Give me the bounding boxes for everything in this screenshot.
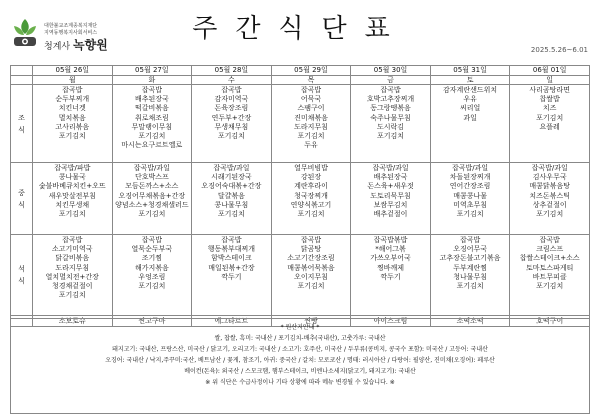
menu-item: 포기김치 bbox=[217, 131, 245, 140]
meal-row bbox=[11, 163, 590, 235]
menu-item: 강된장 bbox=[300, 173, 322, 182]
menu-item bbox=[432, 123, 509, 132]
menu-item: 포기김치 bbox=[456, 209, 484, 218]
menu-item: 시래기된장국 bbox=[211, 173, 252, 182]
weekday-header: 월 bbox=[33, 76, 113, 85]
menu-item: 찡바깨제 bbox=[377, 263, 405, 272]
logo-name-main: 녹향원 bbox=[72, 38, 108, 52]
menu-item: 호박고추장찌개 bbox=[366, 95, 415, 104]
menu-period: 2025.5.26~6.01 bbox=[530, 46, 588, 54]
menu-item: 치킨너겟 bbox=[58, 104, 86, 113]
menu-item: 고추장돈불고기볶음 bbox=[439, 254, 501, 263]
menu-item: 도토리묵무침 bbox=[370, 191, 411, 200]
menu-item: 치즈 bbox=[542, 104, 557, 113]
menu-item: 두부계란찜 bbox=[453, 263, 487, 272]
menu-item: 감자미역국 bbox=[214, 95, 249, 104]
snack-cell: 아이스크림 bbox=[351, 316, 431, 327]
date-header: 05월 27일 bbox=[112, 66, 192, 76]
menu-item: 포기김치 bbox=[217, 209, 245, 218]
snack-cell: 소보로슈 bbox=[33, 316, 113, 327]
menu-item: 과일 bbox=[463, 113, 477, 122]
menu-item: 동그랑땡볶음 bbox=[370, 104, 411, 113]
menu-item: 순두부찌개 bbox=[55, 95, 90, 104]
menu-item: 잡곡밥 bbox=[62, 236, 83, 244]
date-header: 05월 28일 bbox=[192, 66, 272, 76]
logo-org-line2: 지역동행복지사회서비스 bbox=[44, 30, 98, 36]
menu-item: 잡곡밥 bbox=[300, 86, 322, 94]
weekday-header: 수 bbox=[192, 76, 272, 85]
menu-item: 소고기간장조림 bbox=[287, 254, 335, 263]
menu-item: 마시는요구르트옐로 bbox=[121, 141, 183, 150]
menu-item: 오이지무침 bbox=[294, 272, 328, 281]
notes-heading: * 원산지안내 * bbox=[280, 324, 320, 331]
menu-item: 미역초무침 bbox=[453, 200, 487, 209]
menu-item: 해가지볶음 bbox=[134, 263, 169, 272]
notes-line: 쌀, 찹쌀, 흑미: 국내산 / 포기김치-배추(국내산), 고춧가루: 국내산 bbox=[214, 335, 386, 342]
origin-notes bbox=[10, 318, 590, 414]
meal-cell bbox=[271, 85, 351, 163]
snack-cell: 에그타르트 bbox=[192, 316, 272, 327]
menu-item: 콩나물무침 bbox=[214, 200, 249, 209]
notes-line: 돼지고기: 국내산, 프랑스산, 미국산 / 닭고기, 오리고기: 국내산 / 소고기: 호주산, 미국산 / 두부류(콩비지, 콩국수 포함): 미국산 / 고등어: 국내산 bbox=[112, 346, 488, 353]
notes-line: 베이컨(돈육): 외국산 / 스모크햄, 햄부스테이크, 비엔나소세지(닭고기, 돼지고기): 국내산 bbox=[184, 368, 416, 375]
menu-item: 잡곡밥 bbox=[141, 236, 162, 244]
menu-item: 어묵국 bbox=[300, 95, 322, 104]
meal-cell bbox=[271, 163, 351, 235]
menu-item: 포기김치 bbox=[138, 209, 166, 218]
menu-item: 매콤콩나물 bbox=[453, 191, 487, 200]
menu-item: 고사리볶음 bbox=[55, 122, 90, 131]
menu-item: *해어그볶 bbox=[375, 245, 406, 254]
menu-item: 새우맛살전부침 bbox=[48, 191, 96, 200]
menu-item: 보쌈무김치 bbox=[373, 200, 408, 209]
menu-item: 우유 bbox=[463, 95, 477, 104]
menu-item: 잡곡밥 bbox=[221, 86, 242, 94]
meal-cell bbox=[510, 163, 590, 235]
menu-item bbox=[511, 132, 588, 141]
menu-item: 소고기미역국 bbox=[51, 245, 93, 254]
menu-item: 포기김치 bbox=[58, 131, 86, 140]
meal-label: 석 식 bbox=[11, 235, 33, 316]
date-header: 05월 29일 bbox=[271, 66, 351, 76]
menu-item: 치킨무생채 bbox=[55, 200, 90, 209]
menu-item: 잡곡밥 bbox=[380, 86, 401, 94]
menu-item: 포기김치 bbox=[536, 281, 564, 290]
weekday-header: 토 bbox=[430, 76, 510, 85]
meal-cell bbox=[430, 85, 510, 163]
menu-item: 잡곡밥 bbox=[459, 236, 481, 244]
weekday-header: 목 bbox=[271, 76, 351, 85]
menu-item: 사리곰탕라면 bbox=[529, 86, 570, 94]
menu-item: 포기김치 bbox=[456, 281, 484, 290]
menu-item: 연어간장조림 bbox=[449, 182, 491, 191]
menu-item: 두유 bbox=[304, 141, 318, 150]
meal-cell bbox=[112, 235, 192, 316]
meal-cell bbox=[192, 235, 272, 316]
meal-cell bbox=[351, 163, 431, 235]
menu-item: 취로채조림 bbox=[134, 113, 169, 122]
menu-item: 열무비빔밥 bbox=[294, 164, 328, 172]
menu-item: 찹쌀밥 bbox=[539, 95, 560, 104]
menu-item: 토마토스파게티 bbox=[526, 263, 574, 272]
menu-item: 깍두기 bbox=[221, 272, 242, 281]
menu-item: 크림스프 bbox=[536, 245, 564, 254]
menu-item: 포기김치 bbox=[536, 209, 564, 218]
menu-item: 청국장찌개 bbox=[294, 191, 328, 200]
menu-item: 도라지무침 bbox=[55, 263, 90, 272]
menu-item: 잡곡밥/과일 bbox=[531, 164, 568, 172]
meal-cell bbox=[33, 85, 113, 163]
menu-item: 양념소스+청경채샐러드 bbox=[115, 200, 189, 209]
date-header: 06월 01일 bbox=[510, 66, 590, 76]
menu-item: 연양식볶고기 bbox=[290, 200, 332, 209]
weekday-header: 일 bbox=[510, 76, 590, 85]
menu-item: 잡곡밥 bbox=[539, 236, 560, 244]
menu-item: 포기김치 bbox=[377, 131, 405, 140]
menu-item bbox=[193, 282, 270, 291]
menu-item: 멸치볶음 bbox=[58, 113, 86, 122]
menu-item: 돈스육+새우젓 bbox=[367, 182, 414, 191]
menu-item: 매콤닭볶음탕 bbox=[529, 182, 570, 191]
menu-item: 우엉조림 bbox=[138, 272, 166, 281]
menu-item: 가쓰오부어국 bbox=[370, 254, 411, 263]
menu-item: 스팸구이 bbox=[297, 104, 325, 113]
menu-item: 연두부+간장 bbox=[211, 113, 252, 122]
weekday-header: 금 bbox=[351, 76, 431, 85]
menu-item: 포기김치 bbox=[297, 131, 325, 140]
menu-item: 닭곰탕 bbox=[300, 245, 322, 254]
menu-item: 상추겉절이 bbox=[532, 200, 567, 209]
menu-item: 잡곡밥 bbox=[62, 86, 83, 94]
menu-item: 매콤볶어묵볶음 bbox=[287, 263, 335, 272]
snack-cell: 찐빵 bbox=[271, 316, 351, 327]
menu-item: 무말랭이무침 bbox=[131, 122, 173, 131]
menu-item: 바트무피클 bbox=[532, 272, 567, 281]
date-header: 05월 30일 bbox=[351, 66, 431, 76]
corner-cell bbox=[11, 76, 33, 85]
menu-item: 포기김치 bbox=[58, 291, 86, 300]
menu-item: 오징어숙대볶+간장 bbox=[201, 182, 262, 191]
meal-cell bbox=[271, 235, 351, 316]
menu-item: 함박스테이크 bbox=[211, 254, 252, 263]
menu-item: 포기김치 bbox=[297, 209, 325, 218]
menu-item: 포기김치 bbox=[138, 131, 166, 140]
date-header-row bbox=[11, 66, 590, 76]
meal-row bbox=[11, 235, 590, 316]
menu-item: 포기김치 bbox=[297, 281, 325, 290]
menu-item: 잡곡밥/과일 bbox=[133, 164, 170, 172]
logo-org-line1: 대한불교조계종복지재단 bbox=[44, 23, 98, 29]
menu-item: 배추된장국 bbox=[373, 173, 408, 182]
weekday-header: 화 bbox=[112, 76, 192, 85]
menu-item: 진미채볶음 bbox=[294, 113, 328, 122]
menu-item: 배추겉절이 bbox=[373, 209, 408, 218]
menu-item: 잡곡밥/파밥 bbox=[54, 164, 91, 172]
menu-item: 청나물무침 bbox=[453, 272, 487, 281]
menu-item bbox=[352, 282, 429, 291]
menu-item: 감자계란샌드위치 bbox=[443, 86, 498, 94]
date-header: 05월 26일 bbox=[33, 66, 113, 76]
menu-item: 열묵순두부국 bbox=[131, 245, 173, 254]
menu-item: 숙주나물무침 bbox=[370, 113, 411, 122]
meal-cell bbox=[510, 85, 590, 163]
meal-cell bbox=[33, 163, 113, 235]
corner-cell bbox=[11, 66, 33, 76]
snack-cell: 찐고구마 bbox=[112, 316, 192, 327]
menu-item: 무생채무침 bbox=[214, 122, 249, 131]
page-title: 주간식단표 bbox=[192, 14, 408, 44]
menu-item: 씨리얼 bbox=[459, 104, 481, 113]
logo-name-prefix: 청계사 bbox=[44, 42, 71, 52]
menu-item: 차돌된장찌개 bbox=[449, 173, 491, 182]
notes-line: ※ 위 식단은 수급사정이나 기타 상황에 따라 메뉴 변경될 수 있습니다. ※ bbox=[205, 379, 395, 386]
menu-item: 달걀볶음 bbox=[217, 191, 245, 200]
menu-item: 오징어무채볶음+간장 bbox=[118, 191, 186, 200]
menu-item: 잡곡밥 bbox=[221, 236, 242, 244]
weekly-menu-table bbox=[10, 65, 590, 327]
snack-cell: 호떡구이 bbox=[510, 316, 590, 327]
meal-label: 조 식 bbox=[11, 85, 33, 163]
menu-item: 도시락김 bbox=[377, 122, 405, 131]
menu-item: 돈육장조림 bbox=[214, 104, 249, 113]
menu-item: 포기김치 bbox=[138, 281, 166, 290]
meal-cell bbox=[33, 235, 113, 316]
meal-label: 중 식 bbox=[11, 163, 33, 235]
meal-cell bbox=[510, 235, 590, 316]
menu-item: 포기김치 bbox=[58, 209, 86, 218]
menu-item bbox=[432, 132, 509, 141]
menu-item: 모듬돈까스+소스 bbox=[125, 182, 179, 191]
menu-item: 배추된장국 bbox=[134, 95, 169, 104]
date-header: 05월 31일 bbox=[430, 66, 510, 76]
meal-cell bbox=[430, 235, 510, 316]
menu-item: 잡곡밥/과일 bbox=[213, 164, 250, 172]
menu-item: 잡곡밥/과일 bbox=[372, 164, 409, 172]
weekday-header-row bbox=[11, 76, 590, 85]
menu-item: 도라지무침 bbox=[294, 122, 328, 131]
menu-item: 계란후라이 bbox=[294, 182, 328, 191]
meal-cell bbox=[112, 85, 192, 163]
meal-cell bbox=[351, 85, 431, 163]
menu-item: 치즈돈볶스틱 bbox=[529, 191, 570, 200]
menu-item: 잡곡밥볶밥 bbox=[373, 236, 408, 244]
menu-item: 깍두기 bbox=[380, 272, 401, 281]
menu-item: 잡곡밥 bbox=[300, 236, 322, 244]
menu-item: 김사우무국 bbox=[532, 173, 567, 182]
menu-item: 닭갈비볶음 bbox=[55, 254, 90, 263]
menu-item: 열치멸치전+간장 bbox=[45, 272, 99, 281]
menu-item: 숯불바베큐치킨+오뜨 bbox=[38, 182, 106, 191]
menu-item: 조기찜 bbox=[141, 254, 162, 263]
menu-item: 행동볶부대찌개 bbox=[207, 245, 256, 254]
menu-item: 매일된볶+간장 bbox=[208, 263, 255, 272]
menu-item: 오징어무국 bbox=[453, 245, 487, 254]
snack-cell: 소떡소떡 bbox=[430, 316, 510, 327]
meal-cell bbox=[192, 85, 272, 163]
menu-item: 요플레 bbox=[539, 122, 560, 131]
menu-item: 단호박스프 bbox=[134, 173, 169, 182]
meal-cell bbox=[430, 163, 510, 235]
menu-item: 잡곡밥/과일 bbox=[452, 164, 489, 172]
meal-cell bbox=[112, 163, 192, 235]
menu-item: 포기김치 bbox=[536, 113, 564, 122]
menu-item: 떡갈비볶음 bbox=[134, 104, 169, 113]
meal-cell bbox=[192, 163, 272, 235]
menu-item: 청경채겉절이 bbox=[51, 281, 93, 290]
menu-item: 콩나물국 bbox=[58, 173, 86, 182]
menu-item: 찹쌀스테이크+소스 bbox=[519, 254, 580, 263]
meal-row bbox=[11, 85, 590, 163]
notes-line: 오징어: 국내산 / 낙지,주꾸미:국산, 베트남산 / 꽃게, 참조기, 아귀: 중국산 / 갈치: 모로코산 / 명태: 러시아산 / 다랑어: 필양산, 진미채(오징어): 페루산 bbox=[105, 357, 495, 364]
menu-item: 잡곡밥 bbox=[141, 86, 162, 94]
meal-cell bbox=[351, 235, 431, 316]
